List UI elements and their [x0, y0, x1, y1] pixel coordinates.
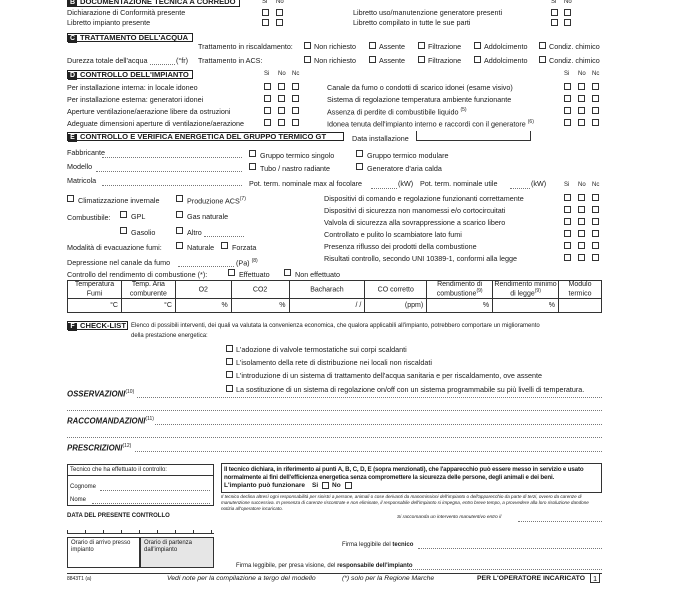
table-value-cell[interactable] — [427, 299, 493, 313]
checkbox-si-no-nc[interactable] — [278, 95, 285, 102]
modello-label: Modello — [67, 162, 93, 171]
matricola-field[interactable] — [102, 185, 242, 186]
doc-item: Libretto impianto presente — [67, 18, 151, 27]
combustibile-label: Combustibile: — [67, 213, 111, 222]
option-label: Non richiesto — [314, 42, 356, 51]
checkbox-si-no-nc[interactable] — [564, 95, 571, 102]
data-controllo-label: DATA DEL PRESENTE CONTROLLO — [67, 513, 170, 519]
regione-note: (*) solo per la Regione Marche — [342, 575, 435, 582]
checkbox-addolcimento[interactable] — [474, 56, 481, 63]
durezza-unit: (°fr) — [176, 56, 189, 65]
unit-text: % — [548, 301, 555, 309]
prescrizioni-field[interactable] — [135, 451, 602, 452]
combustion-table — [67, 280, 602, 313]
option-label: Addolcimento — [484, 42, 528, 51]
unit-text: % — [279, 301, 286, 309]
checkbox-filtrazione[interactable] — [418, 56, 425, 63]
checkbox-acs[interactable] — [176, 195, 183, 202]
section-letter: D — [69, 72, 76, 79]
table-value-cell[interactable] — [559, 299, 602, 313]
checkbox-si-no-nc[interactable] — [578, 83, 585, 90]
checkbox-funziona-si[interactable] — [322, 482, 329, 489]
checkbox-non-richiesto[interactable] — [304, 42, 311, 49]
date-tick — [175, 530, 176, 533]
checkbox-si-no-nc[interactable] — [564, 107, 571, 114]
checklist-checkbox[interactable] — [226, 385, 233, 392]
checkbox-si[interactable] — [262, 9, 269, 16]
checkbox-effettuato[interactable] — [228, 269, 235, 276]
footnote-ref: (12) — [122, 443, 132, 449]
operatore-label: PER L'OPERATORE INCARICATO — [477, 575, 585, 582]
fuel-label: Altro — [187, 228, 202, 237]
section-e-header — [67, 132, 344, 141]
raccomandazioni-field[interactable] — [155, 424, 602, 425]
checklist-item: La sostituzione di un sistema di regolazione on/off con un sistema programmabile su più livelli di temperatura. — [236, 385, 585, 394]
orario-partenza-label: Orario di partenza dall'impianto — [144, 540, 193, 554]
option-label: Non richiesto — [314, 56, 356, 65]
no-label: No — [578, 71, 586, 77]
checkbox-si[interactable] — [262, 19, 269, 26]
checkbox-condiz-chimico[interactable] — [539, 56, 546, 63]
header-text: CO corretto — [377, 286, 414, 294]
section-title: CHECK-LIST — [80, 321, 126, 330]
header-text: Rendimento minimo di legge — [494, 281, 557, 298]
check-item-text: Idonea tenuta dell'impianto interno e raccordi con il generatore — [327, 119, 526, 129]
section-title: CONTROLLO E VERIFICA ENERGETICA DEL GRUPPO TERMICO GT — [80, 132, 327, 141]
racc-intervento-field[interactable] — [518, 521, 602, 522]
checkbox-assente[interactable] — [369, 56, 376, 63]
unit-text: % — [221, 301, 228, 309]
checkbox-gpl[interactable] — [120, 211, 127, 218]
controllo-rendimento-label: Controllo del rendimento di combustione (*): — [67, 270, 208, 279]
checkbox-si-no-nc[interactable] — [578, 206, 585, 213]
check-item: Risultati controllo, secondo UNI 10389-1, conformi alla legge — [324, 254, 517, 263]
pa-text: (Pa) — [236, 258, 250, 268]
check-item — [327, 120, 534, 128]
vedi-note: Vedi note per la compilazione a tergo del modello — [167, 575, 316, 582]
raccomandazioni-label — [67, 417, 154, 425]
type-label: Generatore d'aria calda — [367, 164, 442, 173]
checkbox-si-no-nc[interactable] — [292, 119, 299, 126]
checkbox-si-no-nc[interactable] — [592, 194, 599, 201]
checkbox-gruppo-modulare[interactable] — [356, 150, 363, 157]
option-label: Filtrazione — [428, 42, 462, 51]
form-code: 8843T1 (a) — [67, 576, 92, 582]
check-item-text: Assenza di perdite di combustibile liquido — [327, 107, 459, 117]
fuel-label: Gas naturale — [187, 212, 229, 221]
raccomandazioni-text: RACCOMANDAZIONI — [67, 416, 146, 426]
checkbox-si-no-nc[interactable] — [564, 206, 571, 213]
si-label: Si — [264, 71, 270, 77]
fabbricante-label: Fabbricante — [67, 148, 105, 157]
checkbox-gas-naturale[interactable] — [176, 211, 183, 218]
acs-label — [187, 197, 246, 205]
osservazioni-field[interactable] — [137, 397, 602, 398]
checkbox-si-no-nc[interactable] — [564, 83, 571, 90]
si-label: Si — [262, 0, 268, 5]
cognome-label: Cognome — [70, 484, 97, 490]
checkbox-si-no-nc[interactable] — [592, 206, 599, 213]
checkbox-si-no-nc[interactable] — [264, 107, 271, 114]
check-item: Adeguate dimensioni aperture di ventilazione/aerazione — [67, 119, 245, 128]
treatment-acs-label: Trattamento in ACS: — [198, 56, 263, 65]
check-item: Canale da fumo o condotti di scarico idonei (esame visivo) — [327, 83, 513, 92]
checkbox-assente[interactable] — [369, 42, 376, 49]
checkbox-si-no-nc[interactable] — [264, 95, 271, 102]
checkbox-si-no-nc[interactable] — [564, 230, 571, 237]
no-label: No — [564, 0, 572, 5]
depressione-field[interactable] — [178, 266, 234, 267]
checkbox-si-no-nc[interactable] — [292, 83, 299, 90]
footnote-ref: (10) — [125, 389, 135, 395]
nome-label: Nome — [70, 497, 87, 503]
checkbox-no[interactable] — [276, 19, 283, 26]
checkbox-si-no-nc[interactable] — [564, 194, 571, 201]
table-value-cell[interactable] — [365, 299, 427, 313]
checkbox-si-no-nc[interactable] — [264, 119, 271, 126]
si-label: Si — [564, 71, 570, 77]
table-value-cell[interactable] — [231, 299, 289, 313]
checkbox-aria-calda[interactable] — [356, 163, 363, 170]
cognome-field[interactable] — [100, 490, 210, 491]
orario-arrivo-label: Orario di arrivo presso impianto — [71, 540, 131, 554]
data-installazione-label: Data installazione — [352, 134, 409, 143]
nome-field[interactable] — [92, 503, 210, 504]
checkbox-si-no-nc[interactable] — [592, 254, 599, 261]
nc-label: Nc — [592, 182, 600, 188]
table-header — [175, 281, 231, 299]
page-number: 1 — [593, 574, 598, 583]
checkbox-forzata[interactable] — [221, 242, 228, 249]
check-item: Valvola di sicurezza alla sovrappressione a scarico libero — [324, 218, 506, 227]
check-item: Sistema di regolazione temperatura ambiente funzionante — [327, 95, 512, 104]
section-title: CONTROLLO DELL'IMPIANTO — [80, 70, 189, 79]
option-label: Filtrazione — [428, 56, 462, 65]
check-item: Presenza riflusso dei prodotti della combustione — [324, 242, 477, 251]
checkbox-si-no-nc[interactable] — [592, 218, 599, 225]
footnote-ref: (11) — [145, 416, 154, 422]
checkbox-si[interactable] — [551, 9, 558, 16]
checkbox-no[interactable] — [276, 9, 283, 16]
table-header — [493, 281, 559, 299]
raccomandazioni-field-2[interactable] — [67, 437, 602, 438]
footnote-ref: (7) — [239, 196, 246, 202]
pot-utile-label: Pot. term. nominale utile — [420, 179, 498, 188]
footnote-ref: (5) — [460, 107, 467, 113]
no-label: No — [578, 182, 586, 188]
date-tick — [157, 530, 158, 533]
puo-funzionare-label — [224, 483, 305, 490]
matricola-label: Matricola — [67, 176, 97, 185]
si-label: Si — [312, 482, 319, 489]
data-controllo-field[interactable] — [67, 533, 214, 534]
depressione-label: Depressione nel canale da fumo — [67, 258, 171, 267]
unit-text: % — [482, 301, 490, 309]
tecnico-label: Tecnico che ha effettuato il controllo: — [70, 467, 167, 473]
checkbox-climatizzazione[interactable] — [67, 195, 74, 202]
footnote-ref: (9) — [534, 287, 541, 294]
check-item: Per installazione esterna: generatori idonei — [67, 95, 204, 104]
checkbox-si-no-nc[interactable] — [578, 194, 585, 201]
pot-focolare-field[interactable] — [371, 188, 397, 189]
table-header — [68, 281, 122, 299]
pot-utile-field[interactable] — [510, 188, 530, 189]
racc-intervento-label: Si raccomanda un intervento manutentivo entro il — [397, 515, 502, 520]
table-value-cell[interactable] — [175, 299, 231, 313]
date-tick — [85, 530, 86, 533]
check-item: Aperture ventilazione/aerazione libere da ostruzioni — [67, 107, 231, 116]
header-text: Modulo termico — [568, 281, 592, 298]
noneff-label: Non effettuato — [295, 270, 341, 279]
treatment-heating-label: Trattamento in riscaldamento: — [198, 42, 293, 51]
option-label: Assente — [379, 42, 405, 51]
checklist-intro: Elenco di possibili interventi, dei quali va valutata la convenienza economica, che qualora applicabili all'impianto, potrebbero comportare un miglioramento — [131, 323, 540, 329]
checkbox-si-no-nc[interactable] — [578, 119, 585, 126]
footnote-ref: (6) — [527, 119, 534, 125]
table-value-cell[interactable] — [493, 299, 559, 313]
prescrizioni-label — [67, 444, 131, 452]
section-letter: E — [68, 134, 77, 142]
no-label: No — [276, 0, 284, 5]
header-text: Bacharach — [310, 286, 344, 294]
firma-resp-label — [236, 563, 413, 569]
table-header — [231, 281, 289, 299]
checklist-checkbox[interactable] — [226, 371, 233, 378]
header-text: Temperatura Fumi — [74, 281, 115, 298]
checkbox-si-no-nc[interactable] — [292, 107, 299, 114]
option-label: Assente — [379, 56, 405, 65]
section-title: TRATTAMENTO DELL'ACQUA — [80, 33, 189, 42]
table-header — [365, 281, 427, 299]
option-label: Condiz. chimico — [549, 56, 600, 65]
si-label: Si — [564, 182, 570, 188]
footnote-ref: (9) — [476, 287, 483, 294]
doc-item: Dichiarazione di Conformità presente — [67, 8, 186, 17]
checkbox-tubo-radiante[interactable] — [249, 163, 256, 170]
durezza-label: Durezza totale dell'acqua — [67, 56, 148, 65]
check-item: Dispositivi di comando e regolazione funzionanti correttamente — [324, 194, 524, 203]
checklist-item: L'isolamento della rete di distribuzione nei locali non riscaldati — [236, 358, 432, 367]
modello-field[interactable] — [96, 171, 242, 172]
evac-label: Forzata — [232, 243, 257, 252]
checkbox-condiz-chimico[interactable] — [539, 42, 546, 49]
date-tick — [67, 530, 68, 533]
checkbox-no[interactable] — [564, 9, 571, 16]
header-text: Temp. Aria comburente — [129, 281, 167, 298]
section-b-header — [67, 0, 240, 7]
evac-label: Naturale — [187, 243, 215, 252]
footnote-ref: (8) — [251, 258, 258, 264]
section-letter: B — [69, 0, 76, 6]
checkbox-si-no-nc[interactable] — [578, 218, 585, 225]
date-tick — [193, 530, 194, 533]
date-tick — [121, 530, 122, 533]
checkbox-si-no-nc[interactable] — [592, 83, 599, 90]
checkbox-funziona-no[interactable] — [345, 482, 352, 489]
firma-resp-field[interactable] — [408, 569, 602, 570]
firma-tecnico-label — [342, 542, 413, 548]
eff-label: Effettuato — [239, 270, 270, 279]
prescrizioni-text: PRESCRIZIONI — [67, 443, 123, 453]
checklist-checkbox[interactable] — [226, 358, 233, 365]
checkbox-si-no-nc[interactable] — [278, 119, 285, 126]
puo-funzionare-text: L'impianto può funzionare — [224, 482, 305, 489]
no-label: No — [332, 482, 341, 489]
declaration-text: Il tecnico dichiara, in riferimento ai punti A, B, C, D, E (sopra menzionati), che l'apparecchio può essere messo in servizio e usato normalmente ai fini dell'efficienza energetica senza compromettere la sicurezza delle persone, degli animali e dei beni. — [224, 466, 584, 481]
checkbox-si-no-nc[interactable] — [578, 254, 585, 261]
checkbox-si-no-nc[interactable] — [264, 83, 271, 90]
firma-resp-text: Firma leggibile, per presa visione, del — [236, 563, 338, 569]
osservazioni-field-2[interactable] — [67, 410, 602, 411]
unit-text: °C — [110, 301, 118, 309]
clima-label: Climatizzazione invernale — [78, 196, 160, 205]
unit-text: / / — [355, 301, 362, 309]
nc-label: Nc — [592, 71, 600, 77]
checkbox-si-no-nc[interactable] — [564, 242, 571, 249]
section-d-header — [67, 70, 193, 79]
section-letter: C — [69, 35, 76, 42]
checkbox-si-no-nc[interactable] — [578, 242, 585, 249]
checkbox-gruppo-singolo[interactable] — [249, 150, 256, 157]
table-header — [559, 281, 602, 299]
checklist-intro-2: della prestazione energetica: — [131, 333, 208, 339]
header-text: O2 — [198, 286, 208, 294]
kw-unit: (kW) — [398, 179, 414, 188]
option-label: Condiz. chimico — [549, 42, 600, 51]
checkbox-si-no-nc[interactable] — [564, 119, 571, 126]
disclaimer-text: Il tecnico declina altresì ogni responsabilità per sinistri a persone, animali o cose derivanti da manomissioni dell'impianto o dell'apparecchio da parte di terzi, ovvero da carenze di manutenzione successiva. In presenza di carenze riscontrate e non eliminate, il responsabile dell'impianto si impegna, entro breve tempo, a provvedere alla loro risoluzione dandone notizia all'operatore incaricato. — [221, 494, 589, 511]
section-f-header — [67, 321, 128, 330]
checkbox-naturale[interactable] — [176, 242, 183, 249]
firma-tecnico-field[interactable] — [418, 548, 602, 549]
checkbox-si-no-nc[interactable] — [578, 230, 585, 237]
type-label: Tubo / nastro radiante — [260, 164, 331, 173]
header-text: CO2 — [252, 286, 268, 294]
firma-tecnico-text: Firma leggibile del — [342, 542, 393, 548]
table-value-cell[interactable] — [68, 299, 122, 313]
fuel-label: GPL — [131, 212, 146, 221]
checkbox-si-no-nc[interactable] — [592, 242, 599, 249]
checkbox-si-no-nc[interactable] — [592, 95, 599, 102]
checkbox-si-no-nc[interactable] — [578, 95, 585, 102]
checkbox-no[interactable] — [564, 19, 571, 26]
check-item: Controllato e pulito lo scambiatore lato fumi — [324, 230, 462, 239]
doc-item: Libretto compilato in tutte le sue parti — [353, 18, 471, 27]
option-label: Addolcimento — [484, 56, 528, 65]
checkbox-si-no-nc[interactable] — [592, 107, 599, 114]
checkbox-si-no-nc[interactable] — [278, 107, 285, 114]
checkbox-si-no-nc[interactable] — [578, 107, 585, 114]
section-title: DOCUMENTAZIONE TECNICA A CORREDO — [80, 0, 236, 6]
si-label: Si — [551, 0, 557, 5]
checkbox-si-no-nc[interactable] — [592, 119, 599, 126]
evacuazione-label: Modalità di evacuazione fumi: — [67, 243, 162, 252]
checkbox-gasolio[interactable] — [120, 227, 127, 234]
pot-focolare-label: Pot. term. nominale max al focolare — [249, 179, 363, 188]
pa-unit — [236, 259, 258, 267]
osservazioni-text: OSSERVAZIONI — [67, 389, 126, 399]
date-tick — [211, 530, 212, 533]
date-tick — [139, 530, 140, 533]
check-item: Per installazione interna: in locale idoneo — [67, 83, 198, 92]
checkbox-si-no-nc[interactable] — [564, 254, 571, 261]
firma-resp-bold: responsabile dell'impianto — [337, 563, 413, 569]
no-label: No — [278, 71, 286, 77]
checkbox-filtrazione[interactable] — [418, 42, 425, 49]
checkbox-si-no-nc[interactable] — [592, 230, 599, 237]
acs-text: Produzione ACS — [187, 196, 240, 206]
altro-field[interactable] — [204, 236, 244, 237]
table-header — [289, 281, 365, 299]
table-header — [427, 281, 493, 299]
checkbox-non-effettuato[interactable] — [284, 269, 291, 276]
nc-label: Nc — [292, 71, 300, 77]
osservazioni-label — [67, 390, 134, 398]
checklist-item: L'adozione di valvole termostatiche sui corpi scaldanti — [236, 345, 407, 354]
section-letter: F — [68, 323, 77, 331]
type-label: Gruppo termico modulare — [367, 151, 449, 160]
doc-item: Libretto uso/manutenzione generatore presenti — [353, 8, 503, 17]
section-c-header — [67, 33, 193, 42]
fuel-label: Gasolio — [131, 228, 156, 237]
check-item: Dispositivi di sicurezza non manomessi e/o cortocircuitati — [324, 206, 506, 215]
checklist-item: L'introduzione di un sistema di trattamento dell'acqua sanitaria e per riscaldamento, ove assente — [236, 371, 542, 380]
kw-unit: (kW) — [531, 179, 547, 188]
checkbox-addolcimento[interactable] — [474, 42, 481, 49]
unit-text: (ppm) — [404, 301, 424, 309]
table-value-cell[interactable] — [289, 299, 365, 313]
checkbox-si-no-nc[interactable] — [292, 95, 299, 102]
fabbricante-field[interactable] — [102, 157, 242, 158]
firma-tecnico-bold: tecnico — [392, 542, 414, 548]
checkbox-si[interactable] — [551, 19, 558, 26]
header-text: Rendimento di combustione — [436, 281, 483, 298]
table-value-cell[interactable] — [121, 299, 175, 313]
type-label: Gruppo termico singolo — [260, 151, 335, 160]
table-header — [121, 281, 175, 299]
checkbox-non-richiesto[interactable] — [304, 56, 311, 63]
data-installazione-field[interactable] — [416, 131, 531, 141]
checklist-checkbox[interactable] — [226, 345, 233, 352]
date-tick — [103, 530, 104, 533]
checkbox-altro[interactable] — [176, 227, 183, 234]
checkbox-si-no-nc[interactable] — [278, 83, 285, 90]
unit-text: °C — [164, 301, 172, 309]
checkbox-si-no-nc[interactable] — [564, 218, 571, 225]
check-item — [327, 108, 467, 116]
